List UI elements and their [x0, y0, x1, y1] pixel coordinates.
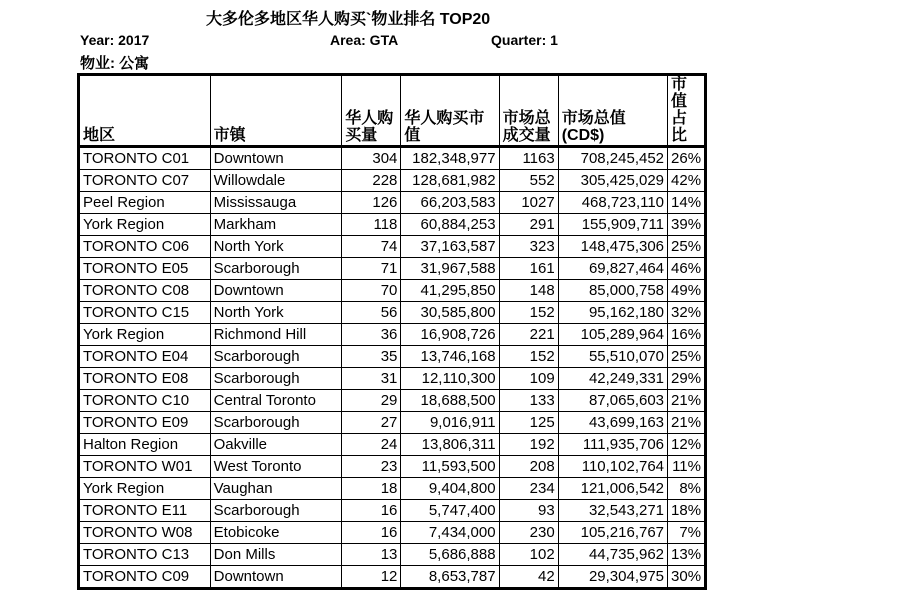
cell-total-volume: 152 [499, 346, 558, 368]
cell-market-value: 708,245,452 [558, 147, 667, 170]
cell-market-value: 55,510,070 [558, 346, 667, 368]
cell-district: TORONTO W08 [79, 522, 211, 544]
cell-city: Don Mills [210, 544, 342, 566]
cell-purchase-value: 9,404,800 [401, 478, 499, 500]
cell-buyers: 12 [342, 566, 401, 589]
cell-district: TORONTO C08 [79, 280, 211, 302]
cell-total-volume: 192 [499, 434, 558, 456]
cell-total-volume: 1163 [499, 147, 558, 170]
cell-purchase-value: 30,585,800 [401, 302, 499, 324]
cell-buyers: 23 [342, 456, 401, 478]
header-chinese-purchase-value: 华人购买市值 [401, 75, 499, 147]
cell-city: North York [210, 236, 342, 258]
header-value-share: 市值占比 [668, 75, 706, 147]
cell-purchase-value: 13,746,168 [401, 346, 499, 368]
cell-market-value: 155,909,711 [558, 214, 667, 236]
cell-city: Markham [210, 214, 342, 236]
cell-district: TORONTO C15 [79, 302, 211, 324]
cell-buyers: 16 [342, 500, 401, 522]
cell-district: TORONTO C01 [79, 147, 211, 170]
cell-share: 29% [668, 368, 706, 390]
cell-city: Scarborough [210, 412, 342, 434]
cell-city: Downtown [210, 280, 342, 302]
cell-buyers: 70 [342, 280, 401, 302]
cell-buyers: 126 [342, 192, 401, 214]
cell-city: Scarborough [210, 346, 342, 368]
cell-purchase-value: 5,686,888 [401, 544, 499, 566]
cell-share: 49% [668, 280, 706, 302]
cell-total-volume: 152 [499, 302, 558, 324]
cell-district: TORONTO W01 [79, 456, 211, 478]
cell-district: TORONTO C06 [79, 236, 211, 258]
cell-district: TORONTO C07 [79, 170, 211, 192]
cell-market-value: 32,543,271 [558, 500, 667, 522]
cell-buyers: 71 [342, 258, 401, 280]
year-label: Year: 2017 [80, 32, 150, 48]
cell-buyers: 36 [342, 324, 401, 346]
cell-market-value: 468,723,110 [558, 192, 667, 214]
cell-market-value: 111,935,706 [558, 434, 667, 456]
table-row [79, 390, 706, 412]
cell-share: 21% [668, 412, 706, 434]
cell-market-value: 85,000,758 [558, 280, 667, 302]
cell-total-volume: 323 [499, 236, 558, 258]
header-chinese-buyers: 华人购买量 [342, 75, 401, 147]
cell-city: Willowdale [210, 170, 342, 192]
cell-district: Peel Region [79, 192, 211, 214]
cell-total-volume: 552 [499, 170, 558, 192]
cell-market-value: 105,289,964 [558, 324, 667, 346]
cell-purchase-value: 12,110,300 [401, 368, 499, 390]
cell-buyers: 18 [342, 478, 401, 500]
cell-city: Scarborough [210, 258, 342, 280]
cell-district: TORONTO E04 [79, 346, 211, 368]
cell-city: Oakville [210, 434, 342, 456]
table-row [79, 456, 706, 478]
table-row [79, 566, 706, 589]
header-market-total-volume: 市场总成交量 [499, 75, 558, 147]
table-row [79, 170, 706, 192]
cell-buyers: 56 [342, 302, 401, 324]
cell-purchase-value: 7,434,000 [401, 522, 499, 544]
cell-district: TORONTO C09 [79, 566, 211, 589]
cell-district: York Region [79, 478, 211, 500]
area-label: Area: GTA [330, 32, 399, 48]
cell-share: 32% [668, 302, 706, 324]
cell-buyers: 24 [342, 434, 401, 456]
table-row [79, 214, 706, 236]
cell-share: 16% [668, 324, 706, 346]
table-row [79, 368, 706, 390]
cell-city: Scarborough [210, 368, 342, 390]
cell-city: Richmond Hill [210, 324, 342, 346]
cell-market-value: 44,735,962 [558, 544, 667, 566]
header-market-total-value: 市场总值(CD$) [558, 75, 667, 147]
cell-district: Halton Region [79, 434, 211, 456]
cell-purchase-value: 8,653,787 [401, 566, 499, 589]
cell-city: Scarborough [210, 500, 342, 522]
cell-purchase-value: 5,747,400 [401, 500, 499, 522]
cell-city: North York [210, 302, 342, 324]
ranking-table [77, 73, 707, 590]
cell-share: 25% [668, 346, 706, 368]
table-row [79, 544, 706, 566]
table-row [79, 522, 706, 544]
cell-buyers: 35 [342, 346, 401, 368]
cell-purchase-value: 182,348,977 [401, 147, 499, 170]
cell-buyers: 228 [342, 170, 401, 192]
cell-city: Mississauga [210, 192, 342, 214]
table-row [79, 236, 706, 258]
cell-market-value: 121,006,542 [558, 478, 667, 500]
cell-district: York Region [79, 214, 211, 236]
cell-purchase-value: 60,884,253 [401, 214, 499, 236]
table-row [79, 346, 706, 368]
cell-total-volume: 42 [499, 566, 558, 589]
cell-purchase-value: 13,806,311 [401, 434, 499, 456]
cell-share: 13% [668, 544, 706, 566]
cell-buyers: 304 [342, 147, 401, 170]
cell-district: TORONTO E11 [79, 500, 211, 522]
cell-city: Downtown [210, 566, 342, 589]
cell-total-volume: 125 [499, 412, 558, 434]
cell-district: TORONTO E09 [79, 412, 211, 434]
cell-district: TORONTO E05 [79, 258, 211, 280]
cell-share: 7% [668, 522, 706, 544]
cell-total-volume: 109 [499, 368, 558, 390]
cell-market-value: 95,162,180 [558, 302, 667, 324]
table-header-row [79, 75, 706, 147]
cell-share: 12% [668, 434, 706, 456]
cell-share: 11% [668, 456, 706, 478]
cell-purchase-value: 66,203,583 [401, 192, 499, 214]
table-row [79, 324, 706, 346]
cell-share: 8% [668, 478, 706, 500]
cell-share: 46% [668, 258, 706, 280]
cell-buyers: 27 [342, 412, 401, 434]
cell-district: York Region [79, 324, 211, 346]
cell-purchase-value: 37,163,587 [401, 236, 499, 258]
table-row [79, 302, 706, 324]
cell-purchase-value: 31,967,588 [401, 258, 499, 280]
cell-market-value: 69,827,464 [558, 258, 667, 280]
cell-purchase-value: 128,681,982 [401, 170, 499, 192]
page-title: 大多伦多地区华人购买`物业排名 TOP20 [206, 11, 491, 28]
cell-total-volume: 161 [499, 258, 558, 280]
cell-total-volume: 234 [499, 478, 558, 500]
cell-market-value: 110,102,764 [558, 456, 667, 478]
cell-district: TORONTO C10 [79, 390, 211, 412]
quarter-label: Quarter: 1 [491, 32, 558, 48]
property-type-label: 物业: 公寓 [80, 55, 150, 72]
cell-buyers: 16 [342, 522, 401, 544]
cell-buyers: 118 [342, 214, 401, 236]
cell-buyers: 13 [342, 544, 401, 566]
table-row [79, 280, 706, 302]
cell-market-value: 305,425,029 [558, 170, 667, 192]
cell-purchase-value: 18,688,500 [401, 390, 499, 412]
cell-purchase-value: 9,016,911 [401, 412, 499, 434]
cell-buyers: 74 [342, 236, 401, 258]
cell-city: Central Toronto [210, 390, 342, 412]
cell-buyers: 31 [342, 368, 401, 390]
cell-market-value: 29,304,975 [558, 566, 667, 589]
cell-total-volume: 133 [499, 390, 558, 412]
header-district: 地区 [79, 75, 211, 147]
cell-market-value: 43,699,163 [558, 412, 667, 434]
cell-share: 42% [668, 170, 706, 192]
cell-share: 18% [668, 500, 706, 522]
cell-total-volume: 93 [499, 500, 558, 522]
cell-share: 39% [668, 214, 706, 236]
cell-purchase-value: 11,593,500 [401, 456, 499, 478]
cell-district: TORONTO E08 [79, 368, 211, 390]
cell-share: 14% [668, 192, 706, 214]
cell-buyers: 29 [342, 390, 401, 412]
cell-market-value: 87,065,603 [558, 390, 667, 412]
cell-district: TORONTO C13 [79, 544, 211, 566]
table-row [79, 478, 706, 500]
table-row [79, 434, 706, 456]
cell-market-value: 105,216,767 [558, 522, 667, 544]
cell-total-volume: 208 [499, 456, 558, 478]
cell-market-value: 42,249,331 [558, 368, 667, 390]
table-row [79, 147, 706, 170]
cell-total-volume: 230 [499, 522, 558, 544]
cell-city: Etobicoke [210, 522, 342, 544]
cell-total-volume: 148 [499, 280, 558, 302]
cell-share: 25% [668, 236, 706, 258]
cell-city: Downtown [210, 147, 342, 170]
cell-share: 30% [668, 566, 706, 589]
table-row [79, 500, 706, 522]
cell-total-volume: 1027 [499, 192, 558, 214]
cell-share: 21% [668, 390, 706, 412]
cell-market-value: 148,475,306 [558, 236, 667, 258]
cell-purchase-value: 41,295,850 [401, 280, 499, 302]
cell-total-volume: 221 [499, 324, 558, 346]
cell-city: Vaughan [210, 478, 342, 500]
cell-total-volume: 291 [499, 214, 558, 236]
table-row [79, 258, 706, 280]
header-city: 市镇 [210, 75, 342, 147]
cell-purchase-value: 16,908,726 [401, 324, 499, 346]
cell-share: 26% [668, 147, 706, 170]
cell-total-volume: 102 [499, 544, 558, 566]
table-row [79, 412, 706, 434]
table-row [79, 192, 706, 214]
cell-city: West Toronto [210, 456, 342, 478]
